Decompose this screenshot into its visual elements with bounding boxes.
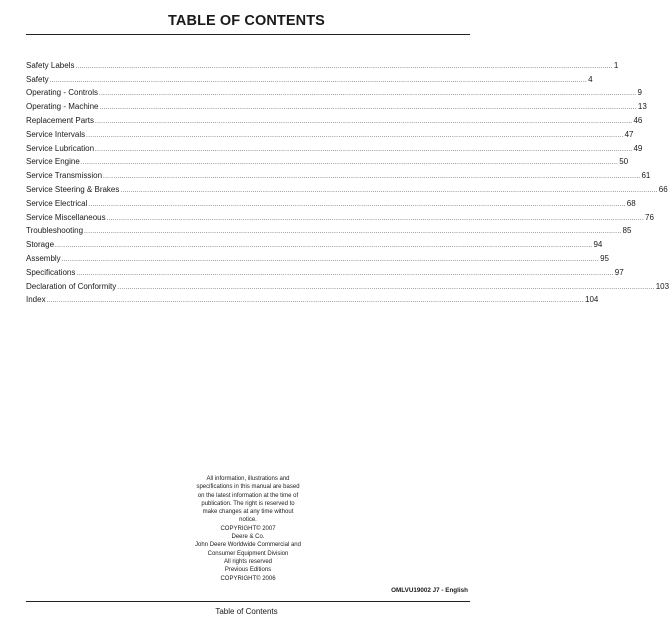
toc-entry[interactable] (26, 154, 629, 168)
toc-entry[interactable] (26, 292, 599, 306)
toc-entry[interactable] (26, 85, 642, 99)
toc-entry-label: Specifications (26, 267, 76, 277)
toc-entry-page: 46 (633, 115, 643, 125)
toc-entry-label: Storage (26, 240, 55, 250)
toc-entry-label: Replacement Parts (26, 115, 95, 125)
toc-entry-label: Safety (26, 74, 49, 84)
toc-entry-page: 85 (622, 226, 632, 236)
toc-entry-page: 103 (655, 281, 669, 291)
toc-dot-leader: .................................................................................................................................................................................................................................................................... (55, 243, 593, 250)
notice-line: All rights reserved (223, 558, 273, 565)
toc-entry[interactable] (26, 98, 647, 112)
notice-line: Previous Editions (224, 567, 272, 574)
toc-entry-page: 97 (614, 267, 624, 277)
toc-entry[interactable] (26, 209, 654, 223)
toc-entry-page: 94 (593, 240, 603, 250)
toc-entry-page: 50 (619, 157, 629, 167)
toc-entry-label: Declaration of Conformity (26, 281, 117, 291)
toc-dot-leader: .................................................................................................................................................................................................................................................................... (103, 174, 641, 181)
toc-entry-page: 66 (658, 184, 668, 194)
toc-entry-page: 68 (626, 198, 636, 208)
notice-line: on the latest information at the time of (197, 492, 299, 499)
toc-entry[interactable] (26, 223, 632, 237)
title-rule (26, 34, 470, 35)
toc-entry-label: Operating - Controls (26, 88, 99, 98)
notice-line: Consumer Equipment Division (207, 550, 289, 557)
notice-line: All information, illustrations and (206, 476, 290, 482)
toc-entry-page: 95 (600, 253, 610, 263)
toc-entry-label: Service Miscellaneous (26, 212, 106, 222)
toc-entry-label: Service Intervals (26, 129, 86, 139)
toc-entry[interactable] (26, 236, 603, 250)
toc-dot-leader: .................................................................................................................................................................................................................................................................... (117, 284, 655, 291)
toc-entry[interactable] (26, 250, 610, 264)
toc-entry[interactable] (26, 140, 643, 154)
toc-entry[interactable] (26, 278, 669, 292)
toc-entry-label: Service Electrical (26, 198, 88, 208)
toc-dot-leader: .................................................................................................................................................................................................................................................................... (99, 91, 637, 98)
copyright-notice (170, 475, 326, 583)
toc-dot-leader: .................................................................................................................................................................................................................................................................... (75, 63, 613, 70)
toc-entry[interactable] (26, 264, 624, 278)
toc-entry-page: 47 (624, 129, 634, 139)
toc-dot-leader: .................................................................................................................................................................................................................................................................... (61, 256, 600, 263)
toc-dot-leader: .................................................................................................................................................................................................................................................................... (86, 132, 624, 139)
toc-entry-label: Index (26, 295, 46, 305)
notice-line: make changes at any time without (202, 509, 294, 516)
toc-dot-leader: .................................................................................................................................................................................................................................................................... (84, 229, 622, 236)
notice-line: COPYRIGHT© 2006 (220, 575, 276, 582)
toc-entry-label: Service Transmission (26, 171, 103, 181)
toc-entry[interactable] (26, 126, 634, 140)
toc-entry-page: 9 (637, 88, 642, 98)
toc-entry[interactable] (26, 167, 651, 181)
notice-line: publication. The right is reserved to (201, 500, 295, 507)
toc-dot-leader: .................................................................................................................................................................................................................................................................... (120, 187, 658, 194)
toc-dot-leader: .................................................................................................................................................................................................................................................................... (49, 77, 588, 84)
notice-line: notice. (239, 517, 257, 524)
toc-entry-page: 76 (645, 212, 654, 222)
notice-line: John Deere Worldwide Commercial and (195, 542, 301, 549)
toc-dot-leader: .................................................................................................................................................................................................................................................................... (88, 201, 626, 208)
toc-dot-leader: .................................................................................................................................................................................................................................................................... (46, 298, 584, 305)
toc-entry-label: Service Steering & Brakes (26, 184, 120, 194)
toc-entry-page: 1 (613, 60, 619, 70)
toc-entry-label: Troubleshooting (26, 226, 84, 236)
toc-dot-leader: .................................................................................................................................................................................................................................................................... (95, 118, 633, 125)
toc-dot-leader: .................................................................................................................................................................................................................................................................... (95, 146, 633, 153)
toc-entry-label: Assembly (26, 253, 61, 263)
toc-dot-leader: .................................................................................................................................................................................................................................................................... (99, 105, 637, 112)
page-title: TABLE OF CONTENTS (168, 13, 325, 29)
toc-entry[interactable] (26, 195, 636, 209)
toc-entry-page: 4 (588, 74, 593, 84)
toc-dot-leader: .................................................................................................................................................................................................................................................................... (76, 270, 614, 277)
toc-entry-page: 13 (637, 102, 647, 112)
document-code: OMLVU19002 J7 - English (391, 587, 468, 594)
toc-entry[interactable] (26, 71, 593, 85)
notice-line: Deere & Co. (231, 534, 265, 541)
toc-entry-label: Operating - Machine (26, 102, 99, 112)
page-footer: Table of Contents (215, 607, 278, 616)
notice-line: COPYRIGHT© 2007 (220, 525, 276, 532)
toc-entry-page: 61 (641, 171, 651, 181)
footer-rule (26, 601, 470, 602)
toc-entry-page: 104 (585, 295, 599, 305)
toc-entry-label: Service Lubrication (26, 143, 95, 153)
toc-entry[interactable] (26, 181, 668, 195)
notice-line: specifications in this manual are based (196, 484, 300, 491)
toc-dot-leader: .................................................................................................................................................................................................................................................................... (106, 215, 645, 222)
toc-dot-leader: .................................................................................................................................................................................................................................................................... (80, 160, 619, 167)
toc-entry[interactable] (26, 57, 619, 71)
toc-entry-label: Service Engine (26, 157, 80, 167)
toc-entry[interactable] (26, 112, 643, 126)
toc-entry-page: 49 (633, 143, 643, 153)
toc-entry-label: Safety Labels (26, 60, 75, 70)
table-of-contents (26, 57, 669, 305)
